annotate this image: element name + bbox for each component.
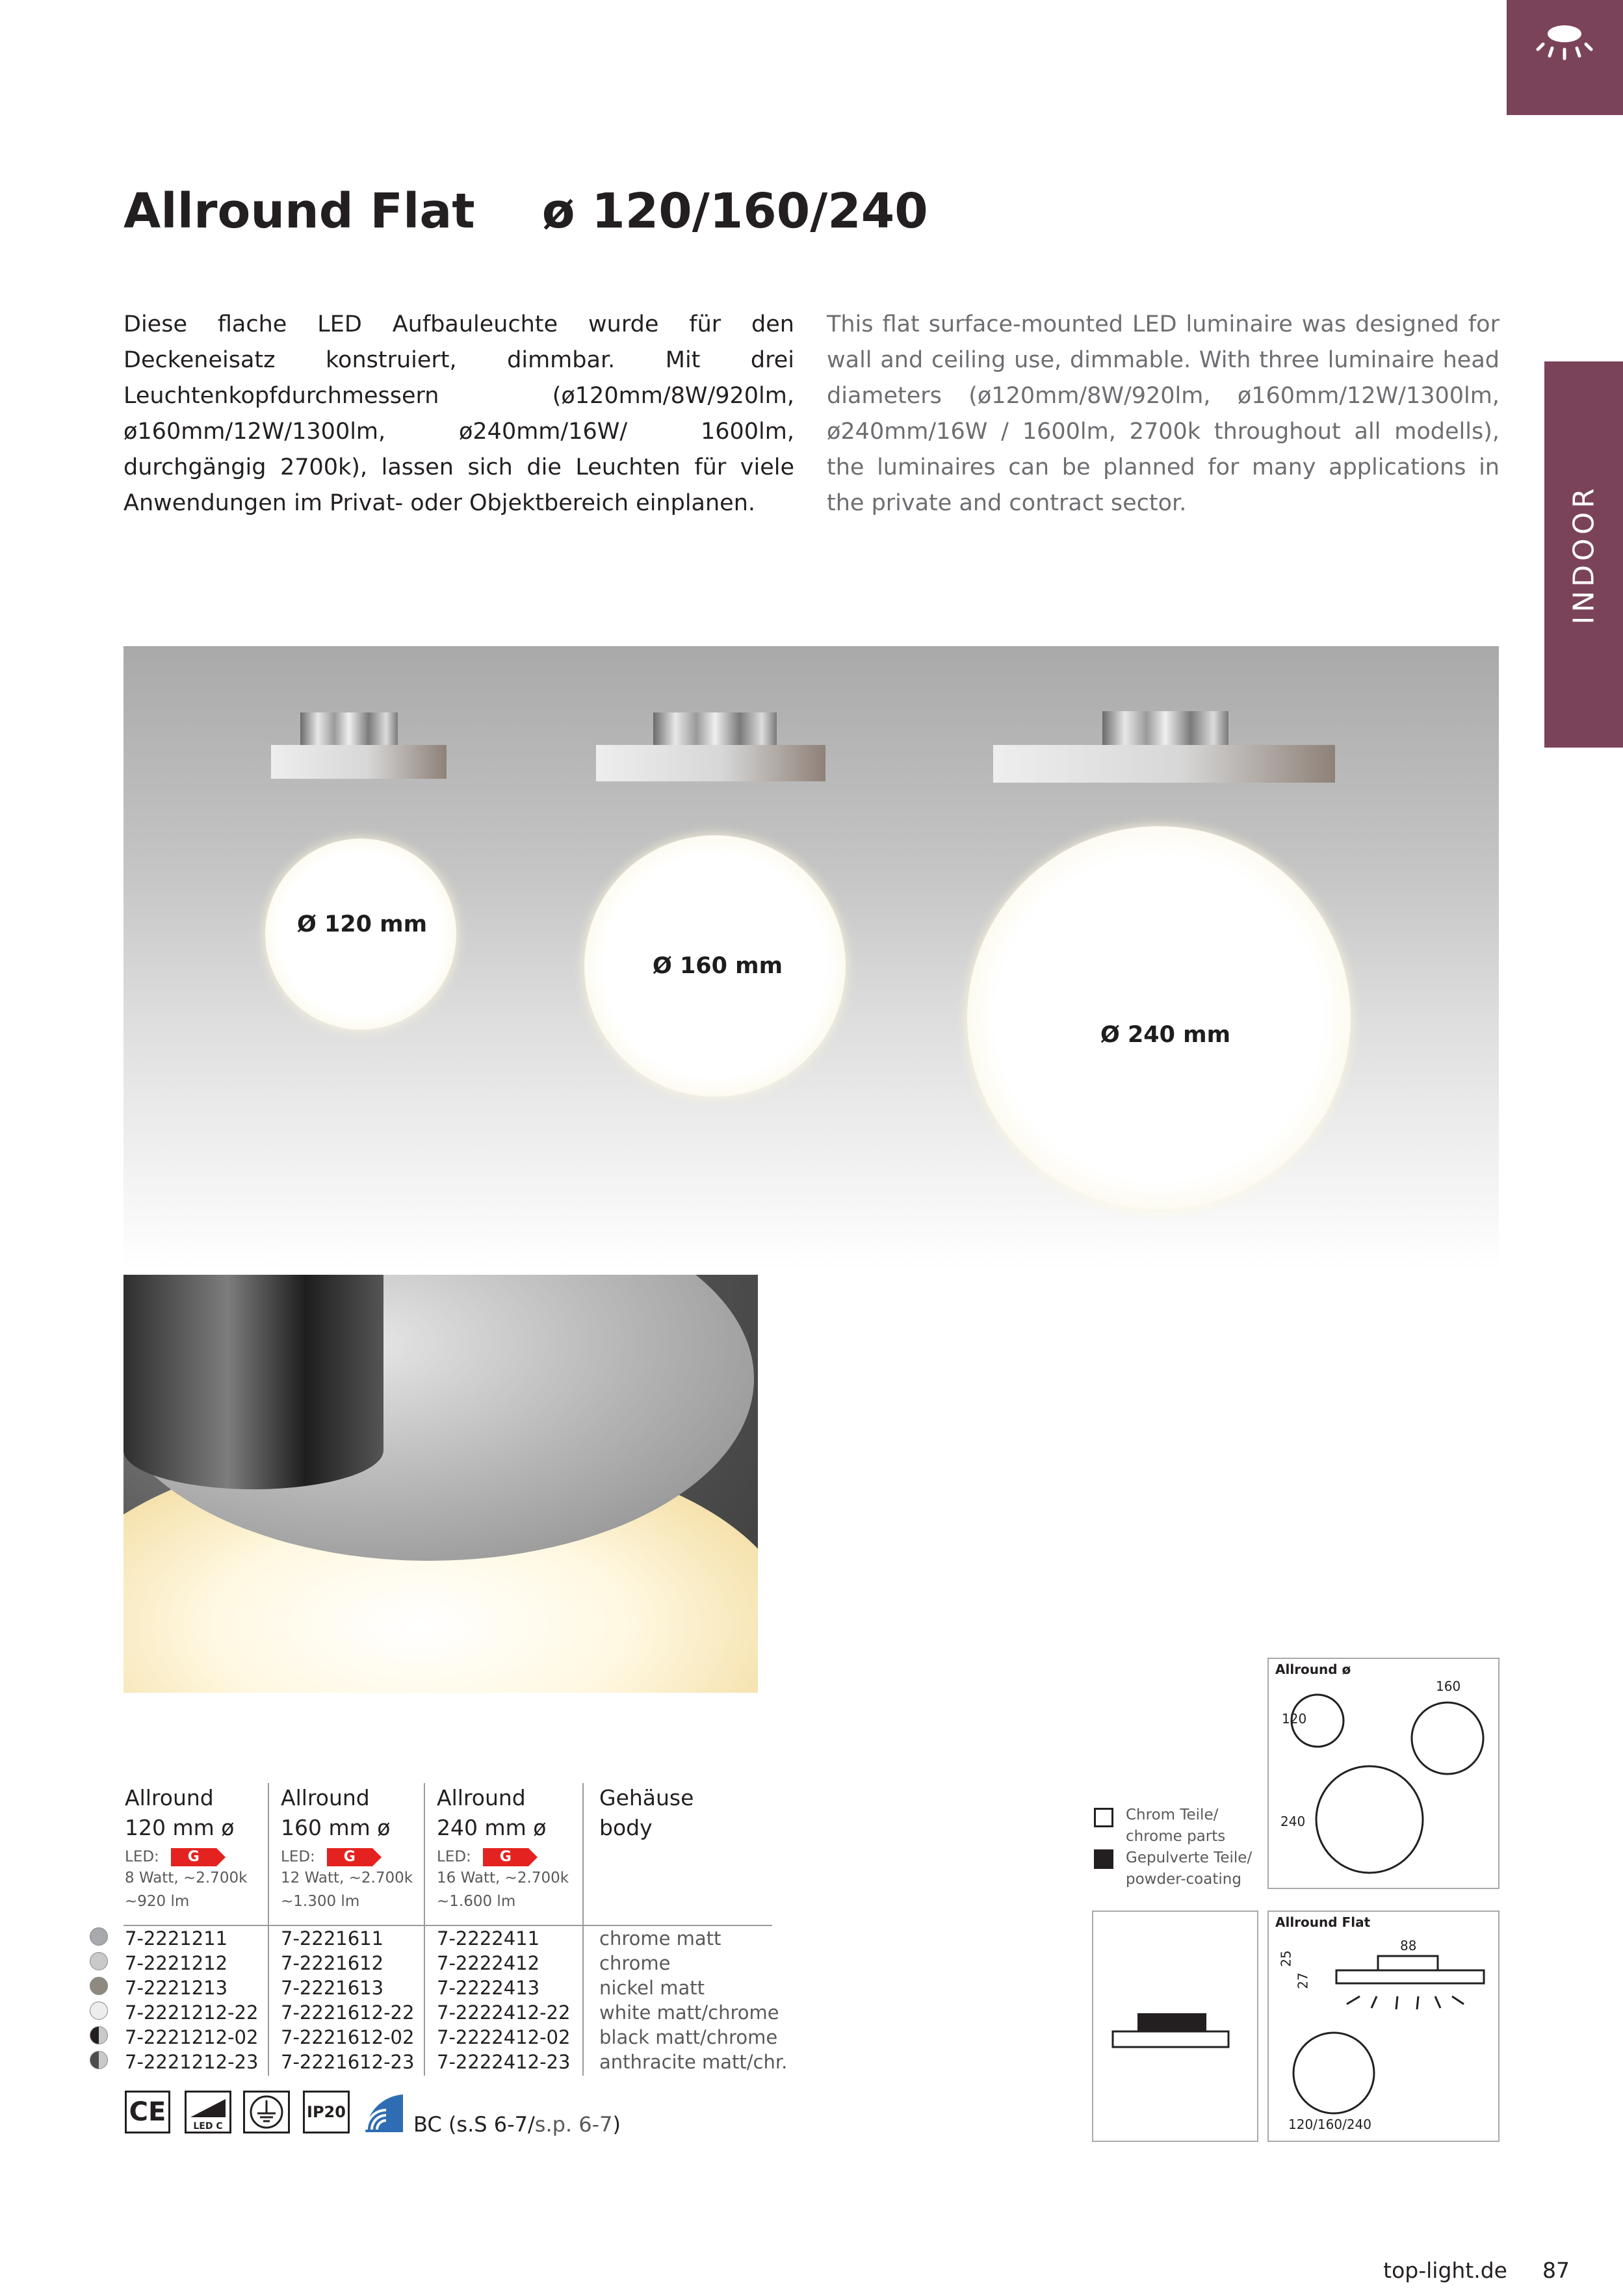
code-160-row-2: 7-2221612 [281, 1952, 384, 1974]
column-divider [582, 1783, 584, 2076]
lamp-240 [967, 826, 1351, 1210]
page-number: 87 [1542, 2258, 1570, 2283]
body-finish-row-4: white matt/chrome [599, 2002, 779, 2024]
column-name: Allround [437, 1785, 526, 1810]
diagram-title: Allround ø [1275, 1662, 1351, 1677]
code-240-row-4: 7-2222412-22 [437, 2002, 571, 2024]
column-120 [125, 1783, 247, 1913]
dim-27: 27 [1295, 1972, 1311, 1989]
dim-120: 120 [1282, 1711, 1307, 1727]
bc-en: s.p. 6-7 [534, 2112, 613, 2137]
code-120-row-2: 7-2221212 [125, 1952, 228, 1974]
body-header-en: body [599, 1815, 653, 1840]
detail-photo [123, 1275, 758, 1693]
body-header-de: Gehäuse [599, 1785, 694, 1810]
remote-control-icon [363, 2089, 406, 2135]
code-120-row-4: 7-2221212-22 [125, 2002, 259, 2024]
fixture-cap [1102, 711, 1228, 745]
led-class-icon [185, 2091, 231, 2133]
side-view-drawing [1092, 1911, 1258, 2142]
dim-160: 160 [1436, 1678, 1461, 1694]
footer-website: top-light.de [1383, 2258, 1507, 2283]
led-class-wedge-icon [187, 2095, 229, 2121]
finish-swatch-chrome-matt [90, 1927, 108, 1946]
fixture-plate [596, 745, 825, 781]
fixture-cap [300, 712, 398, 745]
description-en: This flat surface-mounted LED luminaire was designed for wall and ceiling use, dimmable. With three luminaire head diameters (ø120mm/8W/920lm, ø160mm/12W/1300lm, ø240mm/16W / 1600lm, 2700k throughout all modells), the luminaires can be planned for many applications in the private and contract sector. [827, 311, 1500, 516]
led-label: LED: [281, 1848, 315, 1866]
fixture-plate [993, 745, 1335, 783]
ce-mark-icon [125, 2091, 170, 2133]
code-160-row-6: 7-2221612-23 [281, 2051, 415, 2073]
energy-class-badge: G [171, 1848, 216, 1866]
led-line [437, 1848, 569, 1866]
protective-earth-icon [243, 2091, 290, 2133]
lumen-spec: ~1.300 lm [281, 1893, 360, 1910]
ce-text: CE [129, 2097, 166, 2127]
column-size: 120 mm ø [125, 1815, 235, 1840]
description-de: Diese flache LED Aufbauleuchte wurde für den Deckeneisatz konstruiert, dimmbar. Mit drei Leuchtenkopfdurchmessern (ø120mm/8W/920lm, ø160mm/12W/1300lm, ø240mm/16W/ 1600lm, durchgängig 2700k), lassen sich die Leuchten für viele Anwendungen im Privat- oder Objektbereich einplanen. [123, 311, 794, 516]
ip20-icon [303, 2091, 350, 2133]
column-160 [281, 1783, 413, 1913]
chrome-cylinder [123, 1275, 383, 1489]
ip20-text: IP20 [307, 2103, 346, 2121]
code-160-row-4: 7-2221612-22 [281, 2002, 415, 2024]
code-240-row-2: 7-2222412 [437, 1952, 540, 1974]
finish-swatch-black-matt [90, 2026, 108, 2044]
body-finish-row-5: black matt/chrome [599, 2026, 778, 2048]
legend-chrome-swatch [1094, 1808, 1113, 1827]
column-name: Allround [281, 1785, 370, 1810]
watt-spec: 8 Watt, ~2.700k [125, 1870, 248, 1886]
indoor-label: INDOOR [1567, 484, 1600, 625]
column-size: 240 mm ø [437, 1815, 547, 1840]
code-240-row-1: 7-2222411 [437, 1927, 540, 1950]
legend-chrome [1126, 1805, 1252, 1890]
finish-swatch-white-matt [90, 2002, 108, 2020]
legend-chrome-en: chrome parts [1126, 1828, 1226, 1845]
code-240-row-6: 7-2222412-23 [437, 2051, 571, 2073]
dim-25: 25 [1278, 1950, 1294, 1967]
dimension-drawing [1269, 1912, 1501, 2143]
led-line [281, 1848, 413, 1866]
diameter-diagram [1267, 1658, 1500, 1889]
body-finish-row-6: anthracite matt/chr. [599, 2051, 788, 2073]
code-240-row-5: 7-2222412-02 [437, 2026, 571, 2048]
legend-powder-swatch [1094, 1849, 1113, 1869]
body-finish-row-2: chrome [599, 1952, 671, 1974]
led-line [125, 1848, 247, 1866]
code-120-row-6: 7-2221212-23 [125, 2051, 259, 2073]
dim-88: 88 [1400, 1938, 1417, 1953]
column-divider [424, 1783, 425, 2076]
legend-powder-en: powder-coating [1126, 1871, 1241, 1888]
watt-spec: 12 Watt, ~2.700k [281, 1870, 413, 1886]
finish-swatch-nickel-matt [90, 1977, 108, 1995]
dim-diameter: 120/160/240 [1288, 2117, 1371, 2132]
code-160-row-5: 7-2221612-02 [281, 2026, 415, 2048]
legend-powder-de: Gepulverte Teile/ [1126, 1849, 1253, 1866]
lumen-spec: ~920 lm [125, 1893, 190, 1910]
label-120: Ø 120 mm [297, 911, 428, 937]
body-finish-row-3: nickel matt [599, 1977, 705, 1999]
energy-class-badge: G [483, 1848, 528, 1866]
energy-class-badge: G [327, 1848, 372, 1866]
code-120-row-5: 7-2221212-02 [125, 2026, 259, 2048]
body-finish-row-1: chrome matt [599, 1927, 721, 1950]
bc-prefix: BC (s.S 6-7/ [413, 2112, 535, 2137]
column-divider [268, 1783, 269, 2076]
dimension-diagram [1267, 1911, 1500, 2142]
label-240: Ø 240 mm [1100, 1022, 1231, 1048]
diameter-circles [1269, 1659, 1501, 1890]
diagram-title: Allround Flat [1275, 1914, 1371, 1930]
category-tab [1507, 0, 1623, 115]
code-240-row-3: 7-2222413 [437, 1977, 540, 1999]
watt-spec: 16 Watt, ~2.700k [437, 1870, 569, 1886]
column-240 [437, 1783, 569, 1913]
code-120-row-3: 7-2221213 [125, 1977, 228, 1999]
indoor-tab [1544, 361, 1623, 748]
column-body [599, 1783, 694, 1843]
fixture-plate [271, 745, 447, 779]
column-size: 160 mm ø [281, 1815, 391, 1840]
bc-note [413, 2112, 621, 2137]
dim-240: 240 [1280, 1814, 1306, 1829]
label-160: Ø 160 mm [653, 953, 783, 979]
code-160-row-3: 7-2221613 [281, 1977, 384, 1999]
legend-chrome-de: Chrom Teile/ [1126, 1807, 1219, 1823]
bc-suffix: ) [612, 2112, 621, 2137]
led-class-text: LED C [193, 2121, 223, 2132]
led-label: LED: [437, 1848, 471, 1866]
column-name: Allround [125, 1785, 214, 1810]
product-photo [123, 646, 1499, 1271]
code-120-row-1: 7-2221211 [125, 1927, 228, 1950]
fixture-cap [653, 712, 777, 745]
lumen-spec: ~1.600 lm [437, 1893, 516, 1910]
code-160-row-1: 7-2221611 [281, 1927, 384, 1950]
led-label: LED: [125, 1848, 159, 1866]
finish-swatch-chrome [90, 1952, 108, 1970]
finish-swatch-anthracite [90, 2051, 108, 2069]
ceiling-light-icon [1507, 0, 1623, 115]
page-title: Allround Flat ø 120/160/240 [123, 183, 928, 239]
